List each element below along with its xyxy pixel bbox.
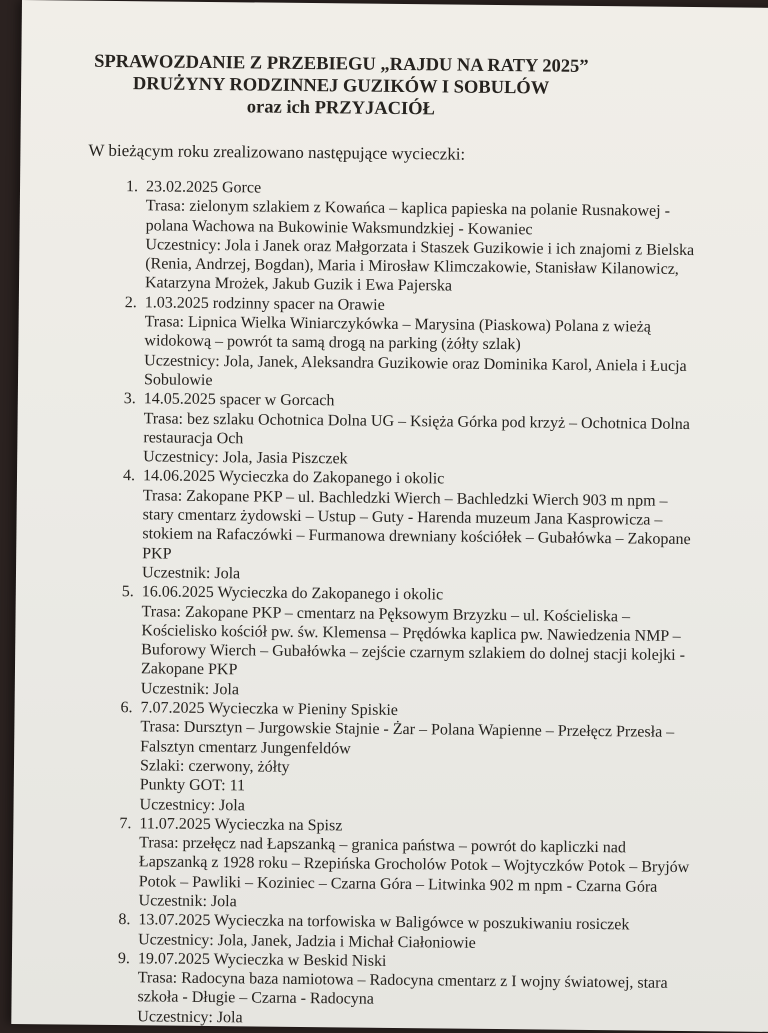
trip-detail-line: Uczestnik: Jola <box>141 564 241 583</box>
trip-detail-line: Trasa: Zakopane PKP – cmentarz na Pęksowym Brzyzku – ul. Kościeliska – <box>141 602 631 625</box>
trip-number: 1. <box>125 178 139 196</box>
trip-heading: 1.03.2025 rodzinny spacer na Orawie <box>144 294 385 314</box>
trip-detail-line: Punkty GOT: 11 <box>139 776 246 795</box>
trip-detail-line: Uczestnicy: Jola <box>137 1008 243 1027</box>
trip-detail-line: Szlaki: czerwony, żółty <box>139 757 290 776</box>
trip-detail-line: Uczestnicy: Jola <box>139 795 245 814</box>
trip-detail-line: Katarzyna Mrożek, Jakub Guzik i Ewa Pajerska <box>144 274 453 296</box>
trip-item <box>104 910 704 955</box>
trip-heading: 13.07.2025 Wycieczka na torfowiska w Baligówce w poszukiwaniu rosiczek <box>138 911 630 934</box>
trip-detail-line: Uczestnik: Jola <box>140 680 240 699</box>
trip-detail-line: widokową – powrót ta samą drogą na parking (żółty szlak) <box>144 332 521 354</box>
trip-item <box>107 582 708 704</box>
intro-text: W bieżącym roku zrealizowano następujące wycieczki: <box>88 140 466 164</box>
trip-item <box>109 389 710 472</box>
trip-number: 6. <box>120 699 133 717</box>
trip-detail-line: stary cmentarz żydowski – Ustup – Guty - Harenda muzeum Jana Kasprowicza – <box>142 506 663 529</box>
title-line-1: SPRAWOZDANIE Z PRZEBIEGU „RAJDU NA RATY 2025” <box>94 51 589 77</box>
trip-detail-line: Uczestnik: Jola <box>138 892 237 911</box>
trip-item <box>105 698 706 820</box>
trip-detail-line: Sobulowie <box>143 371 213 389</box>
trip-detail-line: stokiem na Rafaczówki – Furmanowa drewniany kościółek – Gubałówka – Zakopane <box>142 525 691 549</box>
trip-heading: 14.05.2025 spacer w Gorcach <box>143 390 335 410</box>
trip-detail-line: Uczestnicy: Jola i Janek oraz Małgorzata i Staszek Guzikowie i ich znajomi z Bielska <box>145 236 695 259</box>
trip-detail-line: Kościelisko kościół pw. św. Klemensa – Prędówka kaplica pw. Nawiedzenia NMP – <box>141 622 681 645</box>
trip-detail-line: Łapszanką z 1928 roku – Rzepińska Grocholów Potok – Wojtyczków Potok – Bryjów <box>138 853 690 877</box>
trip-detail-line: szkoła - Długie – Czarna - Radocyna <box>137 988 374 1009</box>
trip-detail-line: (Renia, Andrzej, Bogdan), Maria i Mirosław Klimczakowie, Stanisław Kilanowicz, <box>145 255 679 279</box>
trip-heading: 11.07.2025 Wycieczka na Spisz <box>139 815 343 835</box>
trip-detail-line: Trasa: Zakopane PKP – ul. Bachledzki Wierch – Bachledzki Wierch 903 m npm – <box>142 487 668 510</box>
trip-detail-line: Uczestnicy: Jola, Janek, Jadzia i Michał Ciałoniowie <box>138 930 476 952</box>
trip-detail-line: polana Wachowa na Bukowinie Waksmundzkiej - Kowaniec <box>145 216 533 238</box>
trip-number: 9. <box>117 949 131 968</box>
document-title <box>21 50 662 123</box>
title-line-2: DRUŻYNY RODZINNEJ GUZIKÓW I SOBULÓW <box>132 74 550 99</box>
trip-number: 3. <box>123 390 136 408</box>
trip-detail-line: Uczestnicy: Jola, Jasia Piszczek <box>143 448 348 468</box>
trip-detail-line: Trasa: Lipnica Wielka Winiarczykówka – Marysina (Piaskowa) Polana z wieżą <box>144 313 651 336</box>
trip-item <box>104 814 705 917</box>
trip-item <box>110 293 711 396</box>
trip-detail-line: restauracja Och <box>143 429 244 448</box>
paper-sheet <box>11 0 768 1032</box>
trip-item <box>103 949 704 1032</box>
trip-heading: 14.06.2025 Wycieczka do Zakopanego i okolic <box>142 467 445 488</box>
trip-detail-line: Falsztyn cmentarz Jungenfeldów <box>140 737 351 758</box>
trip-list <box>103 177 712 1032</box>
trip-detail-line: Trasa: przełęcz nad Łapszanką – granica państwa – powrót do kapliczki nad <box>139 834 627 857</box>
trip-item <box>111 177 712 299</box>
trip-detail-line: Potok – Pawliki – Koziniec – Czarna Góra – Litwinka 902 m npm - Czarna Góra <box>138 872 658 896</box>
trip-heading: 19.07.2025 Wycieczka w Beskid Niski <box>137 950 387 970</box>
trip-detail-line: Trasa: Radocyna baza namiotowa – Radocyna cmentarz z I wojny światowej, stara <box>137 969 668 992</box>
trip-detail-line: PKP <box>142 544 172 563</box>
trip-heading: 16.06.2025 Wycieczka do Zakopanego i okolic <box>141 583 444 604</box>
title-line-3: oraz ich PRZYJACIÓŁ <box>246 97 436 120</box>
trip-detail-line: Buforowy Wierch – Gubałówka – zejście czarnym szlakiem do dolnej stacji kolejki - <box>141 641 686 665</box>
trip-detail-line: Uczestnicy: Jola, Janek, Aleksandra Guzikowie oraz Dominika Karol, Aniela i Łucja <box>144 351 687 375</box>
trip-detail-line: Trasa: bez szlaku Ochotnica Dolna UG – Księża Górka pod krzyż – Ochotnica Dolna <box>143 409 691 433</box>
trip-heading: 23.02.2025 Gorce <box>145 178 262 197</box>
trip-detail-line: Trasa: zielonym szlakiem z Kowańca – kaplica papieska na polanie Rusnakowej - <box>145 197 671 221</box>
trip-item <box>108 466 709 588</box>
trip-detail-line: Zakopane PKP <box>140 660 238 679</box>
trip-number: 5. <box>121 583 134 601</box>
trip-number: 8. <box>118 911 131 929</box>
trip-number: 7. <box>119 814 132 832</box>
trip-detail-line: Trasa: Dursztyn – Jurgowskie Stajnie - Żar – Polana Wapienne – Przełęcz Przesła – <box>140 718 675 742</box>
trip-heading: 7.07.2025 Wycieczka w Pieniny Spiskie <box>140 699 399 719</box>
trip-number: 2. <box>124 293 137 311</box>
trip-number: 4. <box>122 467 136 485</box>
